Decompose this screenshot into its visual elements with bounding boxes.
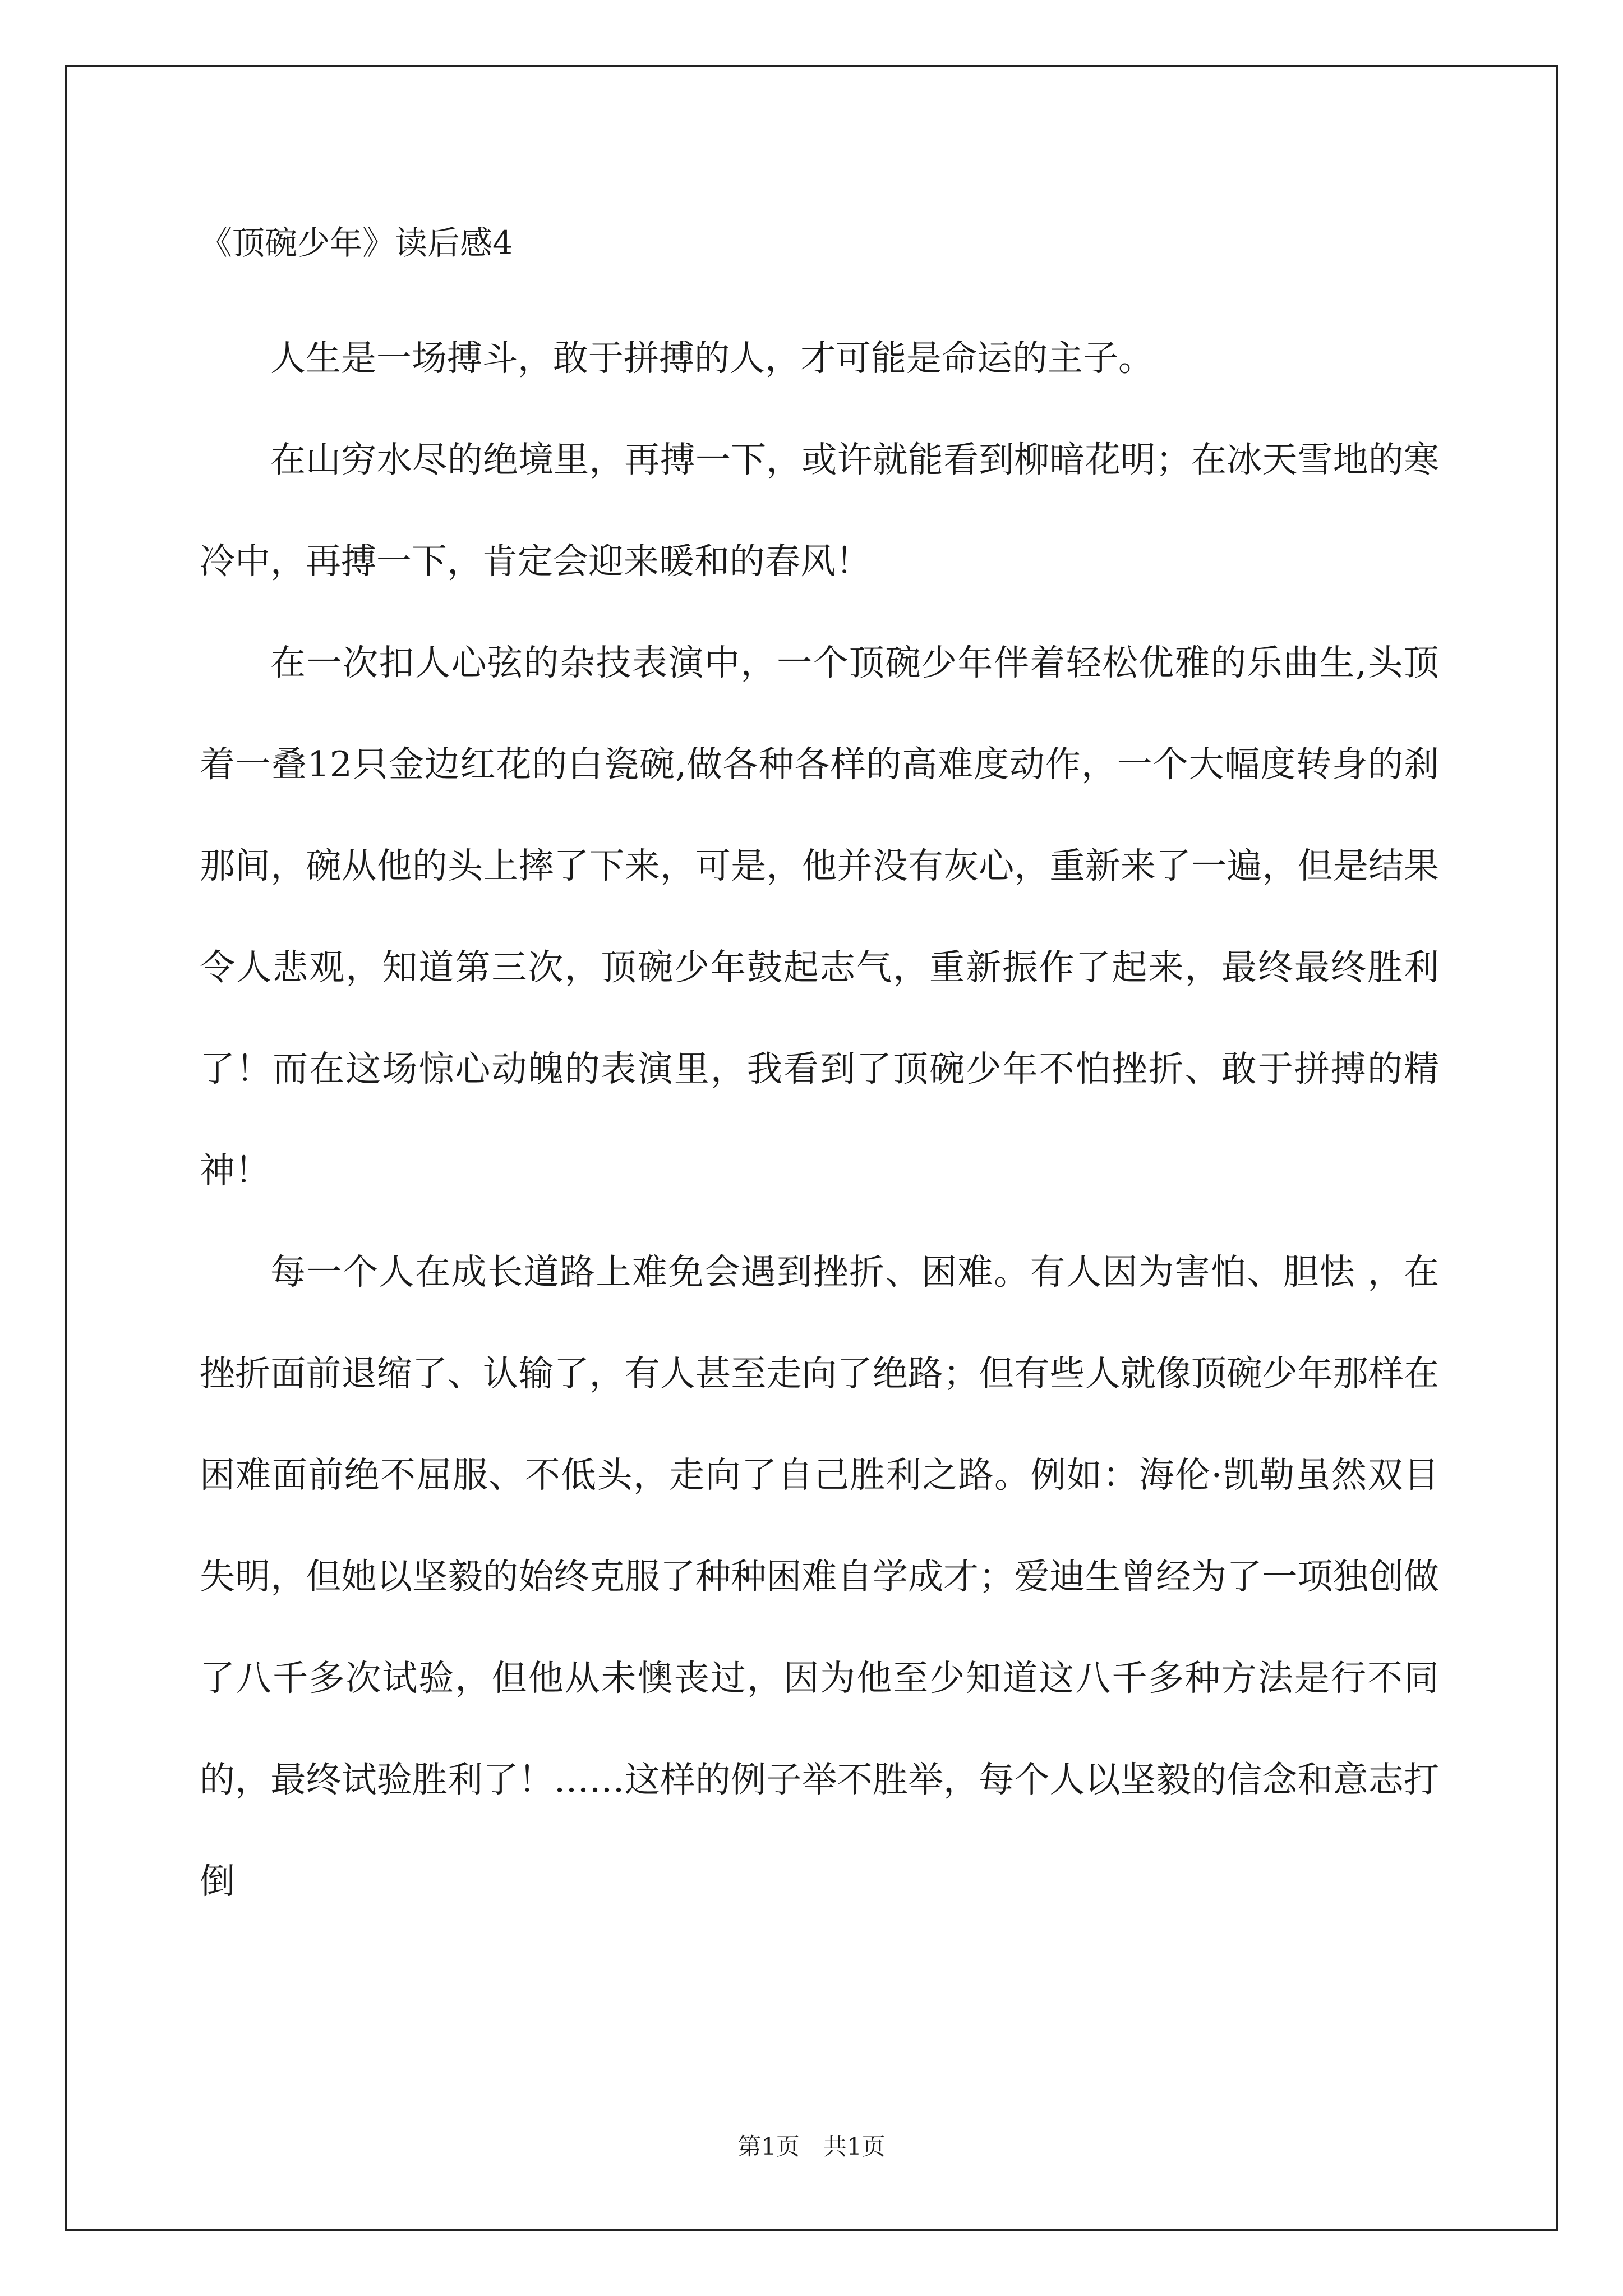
page-number-footer: 第1页 共1页 [737, 2133, 886, 2160]
document-title: 《顶碗少年》读后感4 [200, 224, 513, 262]
paragraph: 在一次扣人心弦的杂技表演中，一个顶碗少年伴着轻松优雅的乐曲生,头顶着一叠12只金边红花的白瓷碗,做各种各样的高难度动作，一个大幅度转身的刹那间，碗从他的头上摔了下来，可是，他并没有灰心，重新来了一遍，但是结果令人悲观，知道第三次，顶碗少年鼓起志气，重新振作了起来，最终最终胜利了！而在这场惊心动魄的表演里，我看到了顶碗少年不怕挫折、敢于拼搏的精神！ [200, 642, 1439, 1191]
document-body [200, 307, 1439, 1932]
paragraph: 每一个人在成长道路上难免会遇到挫折、困难。有人因为害怕、胆怯 ，在挫折面前退缩了、认输了，有人甚至走向了绝路；但有些人就像顶碗少年那样在困难面前绝不屈服、不低头，走向了自己胜利之路。例如：海伦·凯勒虽然双目失明，但她以坚毅的始终克服了种种困难自学成才；爱迪生曾经为了一项独创做了八千多次试验，但他从未懊丧过，因为他至少知道这八千多种方法是行不同的，最终试验胜利了！……这样的例子举不胜举，每个人以坚毅的信念和意志打倒 [200, 1251, 1439, 1902]
paragraph: 在山穷水尽的绝境里，再搏一下，或许就能看到柳暗花明；在冰天雪地的寒冷中，再搏一下，肯定会迎来暖和的春风！ [200, 439, 1439, 582]
paragraph: 人生是一场搏斗，敢于拼搏的人，才可能是命运的主子。 [270, 338, 1154, 379]
